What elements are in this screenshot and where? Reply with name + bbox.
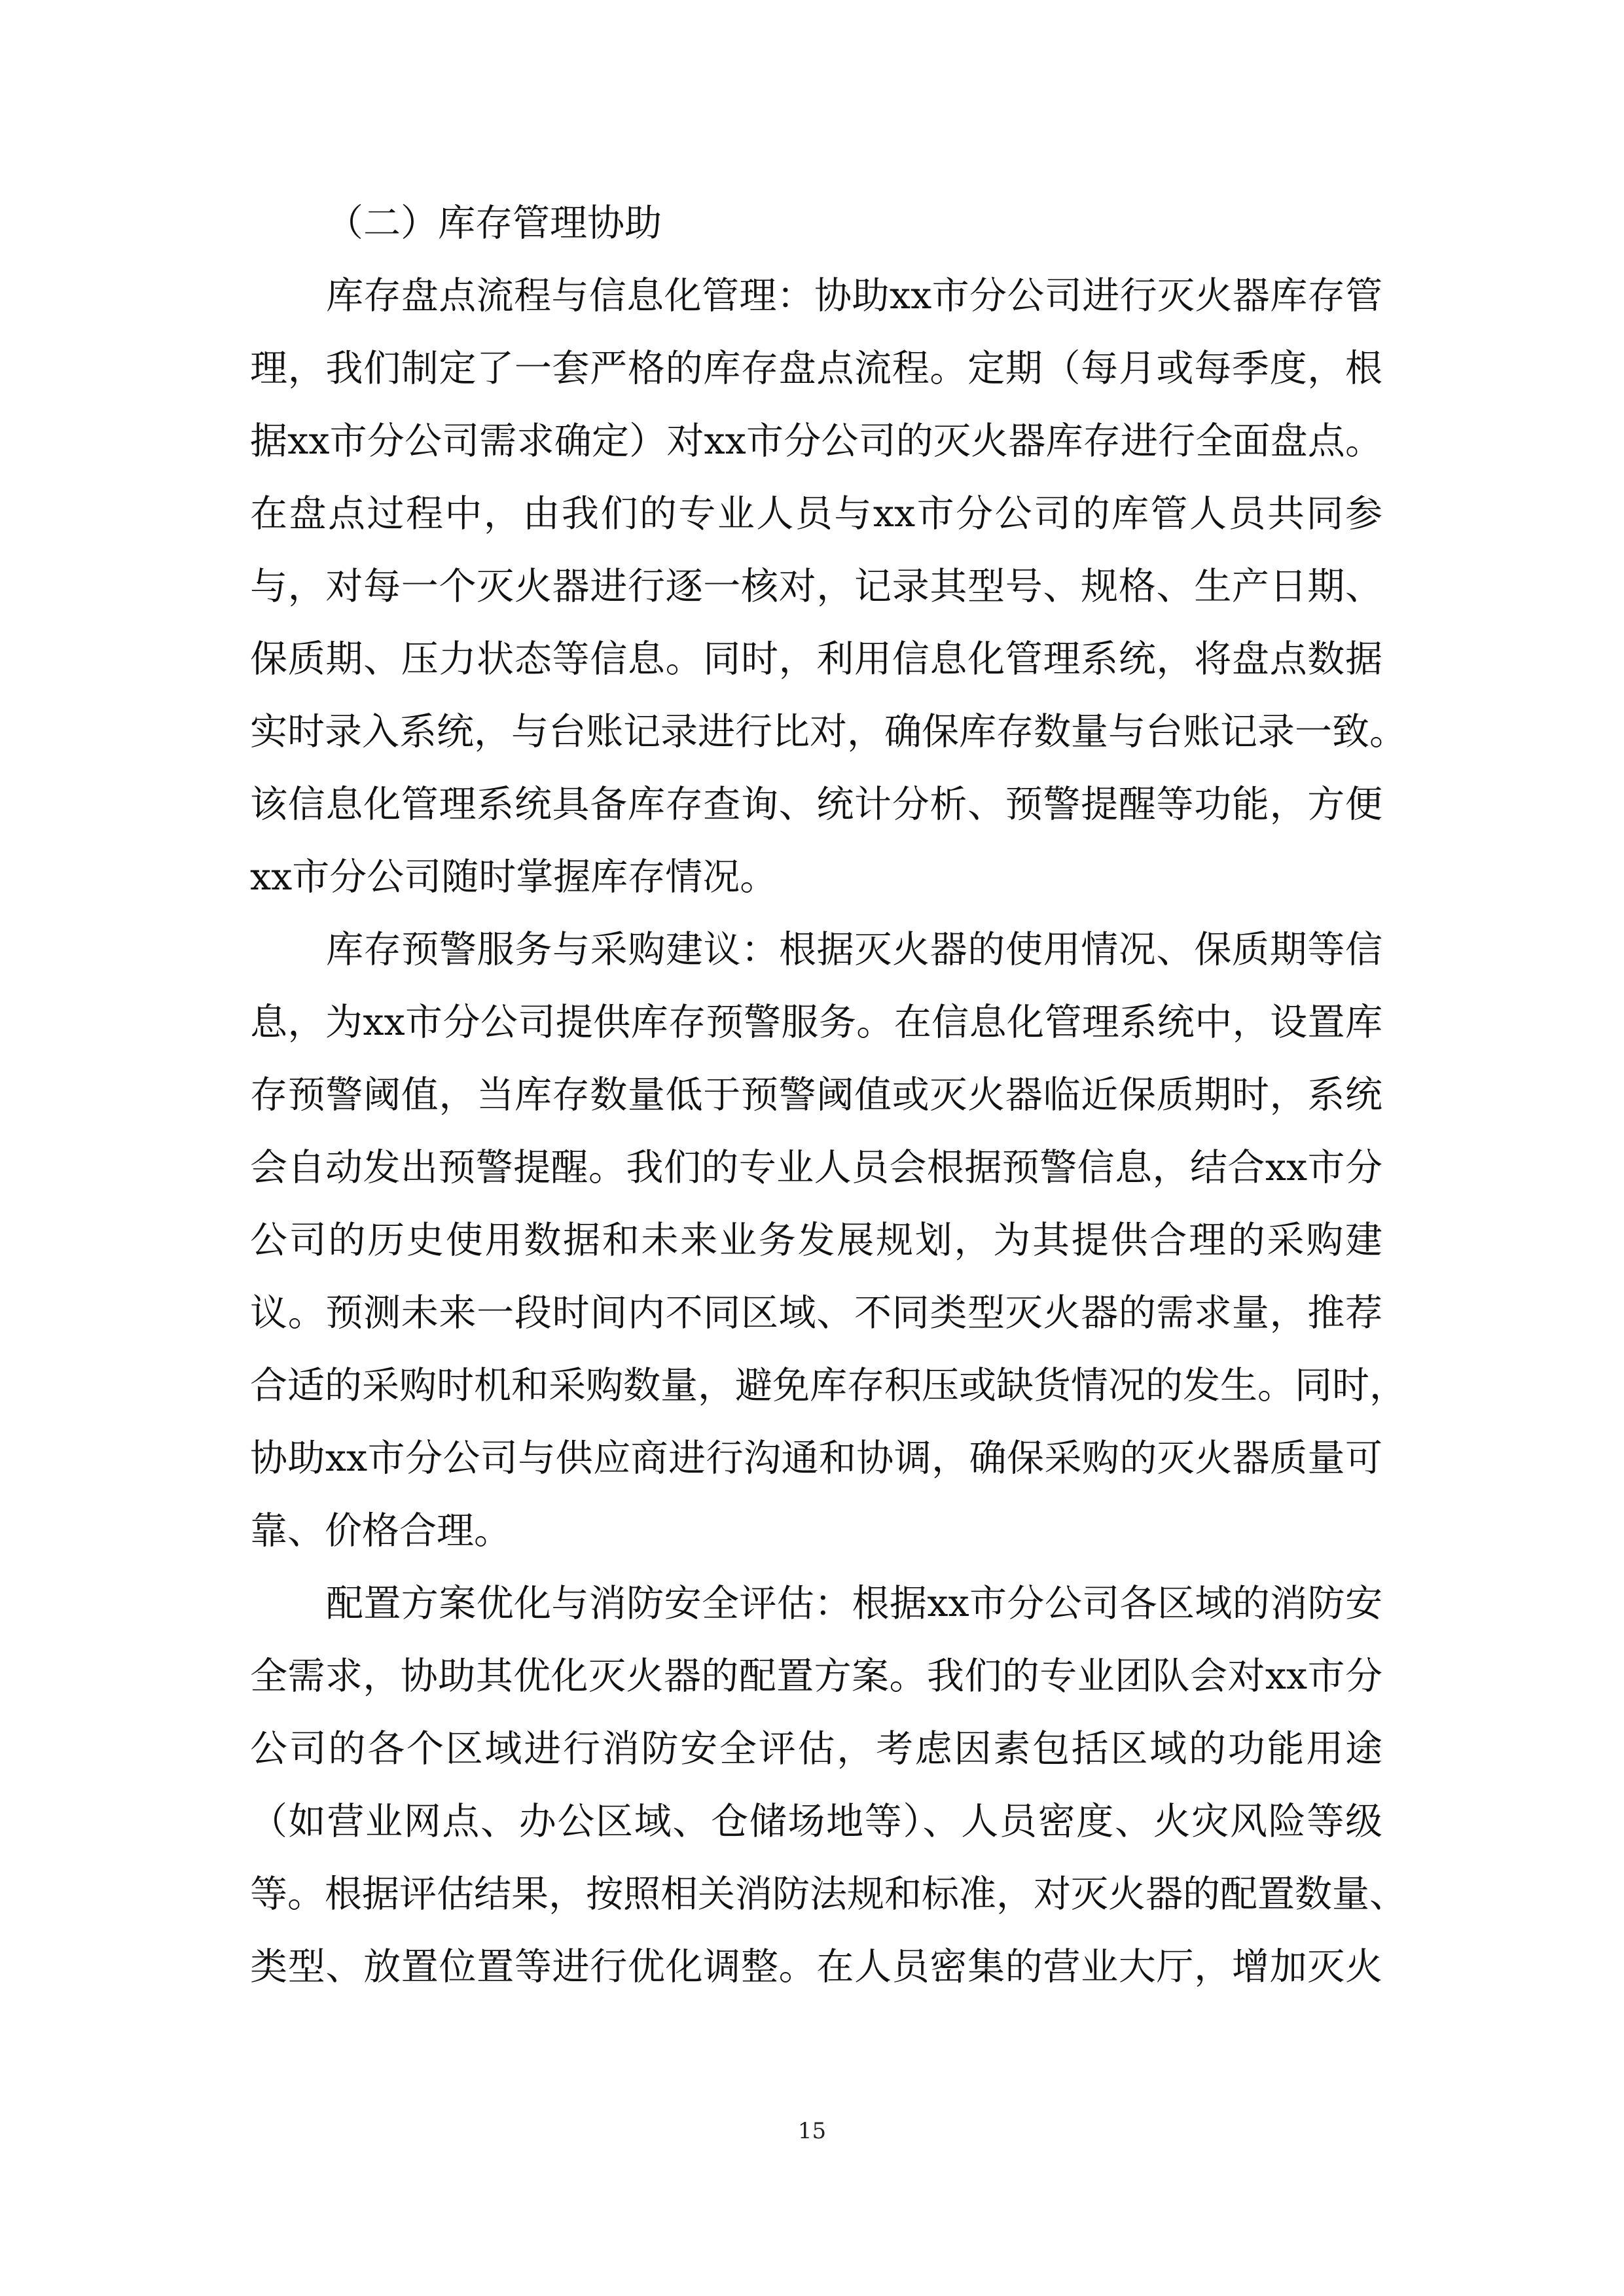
paragraph-line: 配置方案优化与消防安全评估：根据xx市分公司各区域的消防安 <box>326 1582 1382 1625</box>
paragraph-line: 全需求，协助其优化灭火器的配置方案。我们的专业团队会对xx市分 <box>250 1655 1382 1698</box>
paragraph-line: 协助xx市分公司与供应商进行沟通和协调，确保采购的灭火器质量可 <box>250 1437 1382 1480</box>
paragraph-line: 存预警阈值，当库存数量低于预警阈值或灭火器临近保质期时，系统 <box>250 1073 1382 1117</box>
paragraph-line: 会自动发出预警提醒。我们的专业人员会根据预警信息，结合xx市分 <box>250 1146 1382 1189</box>
section-heading: （二）库存管理协助 <box>326 202 662 245</box>
paragraph-line: 与，对每一个灭火器进行逐一核对，记录其型号、规格、生产日期、 <box>250 565 1382 608</box>
paragraph-line: 库存盘点流程与信息化管理：协助xx市分公司进行灭火器库存管 <box>326 274 1382 317</box>
paragraph-line: 在盘点过程中，由我们的专业人员与xx市分公司的库管人员共同参 <box>250 492 1382 535</box>
paragraph-line: 保质期、压力状态等信息。同时，利用信息化管理系统，将盘点数据 <box>250 637 1382 681</box>
paragraph-inventory-warning <box>250 914 1407 1568</box>
paragraph-configuration-optimization <box>250 1568 1407 2003</box>
paragraph-line: xx市分公司随时掌握库存情况。 <box>250 855 778 899</box>
paragraph-line: 实时录入系统，与台账记录进行比对，确保库存数量与台账记录一致。 <box>250 710 1407 753</box>
paragraph-line: 理，我们制定了一套严格的库存盘点流程。定期（每月或每季度，根 <box>250 347 1382 390</box>
paragraph-line: 公司的历史使用数据和未来业务发展规划，为其提供合理的采购建 <box>250 1219 1382 1262</box>
paragraph-line: （如营业网点、办公区域、仓储场地等）、人员密度、火灾风险等级 <box>250 1800 1382 1843</box>
paragraph-line: 合适的采购时机和采购数量，避免库存积压或缺货情况的发生。同时， <box>250 1364 1407 1407</box>
paragraph-line: 库存预警服务与采购建议：根据灭火器的使用情况、保质期等信 <box>326 928 1382 971</box>
paragraph-line: 据xx市分公司需求确定）对xx市分公司的灭火器库存进行全面盘点。 <box>250 420 1382 463</box>
paragraph-inventory-counting <box>250 260 1407 914</box>
paragraph-line: 息，为xx市分公司提供库存预警服务。在信息化管理系统中，设置库 <box>250 1001 1382 1044</box>
paragraph-line: 该信息化管理系统具备库存查询、统计分析、预警提醒等功能，方便 <box>250 783 1382 826</box>
page-body <box>250 187 1407 2003</box>
paragraph-line: 公司的各个区域进行消防安全评估，考虑因素包括区域的功能用途 <box>250 1727 1382 1770</box>
paragraph-line: 靠、价格合理。 <box>250 1509 511 1552</box>
page-number: 15 <box>797 2118 827 2144</box>
paragraph-line: 等。根据评估结果，按照相关消防法规和标准，对灭火器的配置数量、 <box>250 1873 1407 1916</box>
paragraph-line: 类型、放置位置等进行优化调整。在人员密集的营业大厅，增加灭火 <box>250 1945 1382 1988</box>
paragraph-line: 议。预测未来一段时间内不同区域、不同类型灭火器的需求量，推荐 <box>250 1291 1382 1335</box>
